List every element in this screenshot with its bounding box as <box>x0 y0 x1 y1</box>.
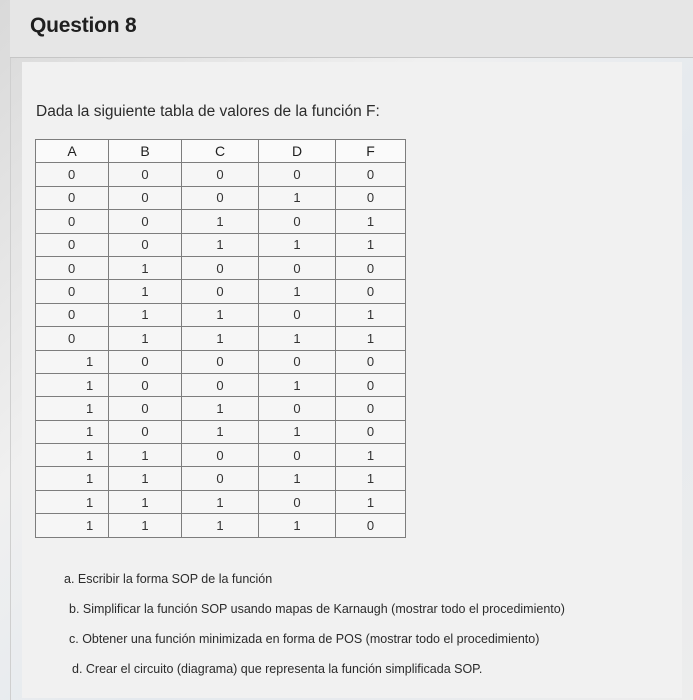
cell-a: 1 <box>36 444 109 467</box>
cell-a: 1 <box>36 350 109 373</box>
task-item-a: a. Escribir la forma SOP de la función <box>64 572 273 586</box>
cell-a: 0 <box>36 303 109 326</box>
cell-b: 1 <box>109 490 182 513</box>
table-row <box>36 303 406 326</box>
cell-b: 0 <box>109 186 182 209</box>
table-row <box>36 350 406 373</box>
header-f: F <box>336 140 406 163</box>
cell-c: 1 <box>182 233 259 256</box>
task-item-d: d. Crear el circuito (diagrama) que representa la función simplificada SOP. <box>72 662 483 676</box>
cell-d: 1 <box>259 467 336 490</box>
cell-f: 0 <box>336 280 406 303</box>
cell-d: 1 <box>259 280 336 303</box>
table-row <box>36 490 406 513</box>
cell-b: 1 <box>109 303 182 326</box>
cell-f: 1 <box>336 467 406 490</box>
table-row <box>36 210 406 233</box>
cell-b: 1 <box>109 327 182 350</box>
cell-a: 0 <box>36 233 109 256</box>
cell-d: 1 <box>259 327 336 350</box>
table-row <box>36 514 406 537</box>
table-row <box>36 373 406 396</box>
cell-b: 0 <box>109 420 182 443</box>
cell-b: 1 <box>109 256 182 279</box>
cell-c: 1 <box>182 210 259 233</box>
cell-c: 1 <box>182 303 259 326</box>
cell-c: 0 <box>182 350 259 373</box>
table-row <box>36 163 406 186</box>
cell-b: 0 <box>109 350 182 373</box>
cell-d: 0 <box>259 444 336 467</box>
cell-d: 0 <box>259 397 336 420</box>
truth-table <box>35 139 406 538</box>
cell-a: 1 <box>36 397 109 420</box>
truth-table-header-row <box>36 140 406 163</box>
cell-d: 0 <box>259 210 336 233</box>
cell-f: 0 <box>336 420 406 443</box>
cell-c: 1 <box>182 490 259 513</box>
cell-f: 1 <box>336 327 406 350</box>
header-d: D <box>259 140 336 163</box>
table-row <box>36 467 406 490</box>
table-row <box>36 420 406 443</box>
page-left-border <box>10 0 11 700</box>
table-row <box>36 256 406 279</box>
cell-b: 0 <box>109 233 182 256</box>
cell-d: 0 <box>259 163 336 186</box>
cell-b: 0 <box>109 373 182 396</box>
cell-d: 0 <box>259 303 336 326</box>
cell-b: 1 <box>109 280 182 303</box>
cell-a: 0 <box>36 186 109 209</box>
cell-f: 0 <box>336 186 406 209</box>
cell-a: 0 <box>36 210 109 233</box>
cell-b: 0 <box>109 397 182 420</box>
cell-f: 0 <box>336 256 406 279</box>
cell-d: 1 <box>259 420 336 443</box>
cell-d: 1 <box>259 514 336 537</box>
cell-d: 1 <box>259 373 336 396</box>
cell-a: 0 <box>36 163 109 186</box>
cell-f: 1 <box>336 444 406 467</box>
cell-f: 1 <box>336 303 406 326</box>
cell-a: 1 <box>36 373 109 396</box>
cell-b: 1 <box>109 514 182 537</box>
table-row <box>36 280 406 303</box>
task-list <box>64 571 565 691</box>
table-row <box>36 397 406 420</box>
table-row <box>36 444 406 467</box>
cell-f: 0 <box>336 350 406 373</box>
cell-f: 0 <box>336 397 406 420</box>
cell-f: 1 <box>336 233 406 256</box>
cell-d: 0 <box>259 490 336 513</box>
question-prompt: Dada la siguiente tabla de valores de la función F: <box>36 103 380 120</box>
cell-f: 1 <box>336 490 406 513</box>
cell-a: 0 <box>36 280 109 303</box>
cell-b: 1 <box>109 444 182 467</box>
cell-c: 0 <box>182 186 259 209</box>
cell-a: 1 <box>36 490 109 513</box>
cell-a: 1 <box>36 514 109 537</box>
table-row <box>36 186 406 209</box>
cell-c: 1 <box>182 327 259 350</box>
question-title: Question 8 <box>30 14 137 37</box>
header-b: B <box>109 140 182 163</box>
cell-b: 0 <box>109 210 182 233</box>
cell-c: 0 <box>182 163 259 186</box>
cell-b: 0 <box>109 163 182 186</box>
cell-d: 1 <box>259 186 336 209</box>
cell-c: 1 <box>182 514 259 537</box>
question-header <box>10 0 693 58</box>
task-item-b: b. Simplificar la función SOP usando mapas de Karnaugh (mostrar todo el procedimiento) <box>69 602 565 616</box>
cell-c: 1 <box>182 420 259 443</box>
cell-c: 0 <box>182 467 259 490</box>
cell-c: 0 <box>182 373 259 396</box>
cell-d: 1 <box>259 233 336 256</box>
cell-a: 0 <box>36 327 109 350</box>
cell-d: 0 <box>259 256 336 279</box>
table-row <box>36 327 406 350</box>
cell-a: 1 <box>36 420 109 443</box>
cell-c: 0 <box>182 256 259 279</box>
cell-a: 1 <box>36 467 109 490</box>
cell-a: 0 <box>36 256 109 279</box>
header-c: C <box>182 140 259 163</box>
cell-d: 0 <box>259 350 336 373</box>
cell-f: 0 <box>336 163 406 186</box>
cell-b: 1 <box>109 467 182 490</box>
cell-c: 0 <box>182 444 259 467</box>
truth-table-body <box>36 163 406 537</box>
cell-c: 1 <box>182 397 259 420</box>
header-a: A <box>36 140 109 163</box>
cell-c: 0 <box>182 280 259 303</box>
cell-f: 1 <box>336 210 406 233</box>
table-row <box>36 233 406 256</box>
task-item-c: c. Obtener una función minimizada en forma de POS (mostrar todo el procedimiento) <box>69 632 540 646</box>
cell-f: 0 <box>336 514 406 537</box>
cell-f: 0 <box>336 373 406 396</box>
